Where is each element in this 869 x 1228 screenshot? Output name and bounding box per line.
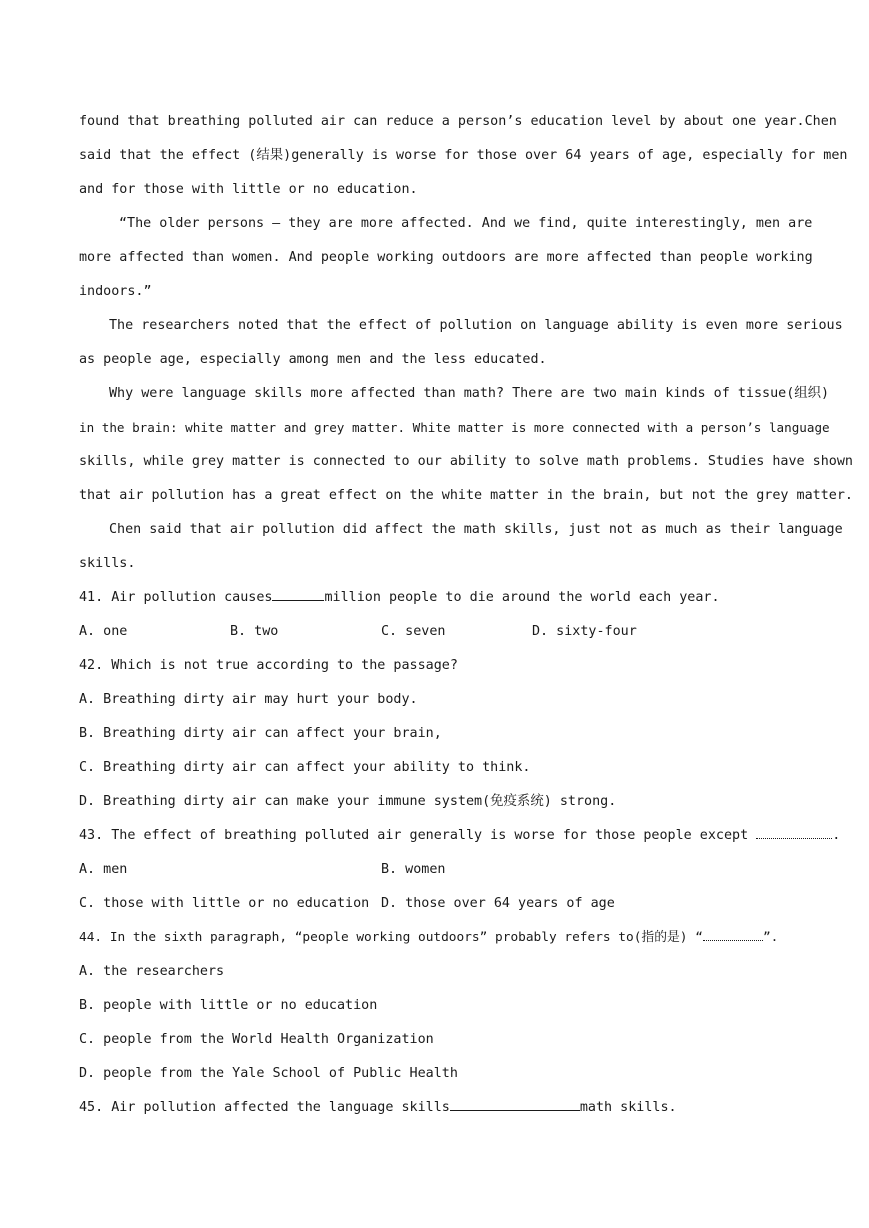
text-line: indoors.”: [79, 284, 152, 299]
paragraph-2: [79, 207, 813, 309]
question-45: [79, 1091, 790, 1125]
question-44: [79, 921, 790, 1091]
text-line: that air pollution has a great effect on the white matter in the brain, but not the grey matter.: [79, 488, 853, 503]
question-41: [79, 581, 790, 649]
question-stem: [79, 921, 790, 955]
option-b[interactable]: B. Breathing dirty air can affect your brain,: [79, 726, 442, 741]
text-line: skills.: [79, 556, 136, 571]
question-42: [79, 649, 790, 819]
question-stem: [79, 1091, 790, 1125]
paragraph-5: [79, 513, 843, 581]
option-c[interactable]: C. Breathing dirty air can affect your ability to think.: [79, 760, 531, 775]
option-b[interactable]: B. two: [230, 624, 279, 639]
passage: [79, 105, 853, 581]
options: [79, 853, 790, 887]
stem-text: 43. The effect of breathing polluted air generally is worse for those people except: [79, 828, 749, 843]
option-a[interactable]: A. men: [79, 862, 128, 877]
stem-text: math skills.: [579, 1100, 677, 1115]
text-line: The researchers noted that the effect of pollution on language ability is even more serious: [109, 318, 843, 333]
answer-blank[interactable]: [272, 586, 324, 601]
option-b[interactable]: B. people with little or no education: [79, 998, 378, 1013]
option-d[interactable]: D. people from the Yale School of Public Health: [79, 1066, 458, 1081]
option-b[interactable]: B. women: [381, 862, 446, 877]
answer-blank[interactable]: [756, 824, 832, 839]
text-line: and for those with little or no education.: [79, 182, 418, 197]
stem-text: 44. In the sixth paragraph, “people working outdoors” probably refers to(指的是) “: [79, 930, 703, 945]
option-c[interactable]: C. seven: [381, 624, 446, 639]
option-d[interactable]: D. sixty-four: [532, 624, 637, 639]
text-line: said that the effect (结果)generally is worse for those over 64 years of age, especially for men: [79, 148, 848, 163]
text-line: more affected than women. And people working outdoors are more affected than people working: [79, 250, 813, 265]
text-line: “The older persons — they are more affected. And we find, quite interestingly, men are: [119, 216, 813, 231]
stem-text: ”.: [762, 930, 779, 945]
question-43: [79, 819, 841, 921]
text-line: Why were language skills more affected than math? There are two main kinds of tissue(组织): [109, 386, 830, 401]
text-line: found that breathing polluted air can reduce a person’s education level by about one year.Chen: [79, 114, 837, 129]
paragraph-3: [79, 309, 843, 377]
stem-text: 41. Air pollution causes: [79, 590, 273, 605]
paragraph-1: [79, 105, 848, 207]
question-stem: 42. Which is not true according to the passage?: [79, 658, 458, 673]
option-c[interactable]: C. those with little or no education: [79, 896, 370, 911]
stem-text: million people to die around the world each year.: [324, 590, 720, 605]
stem-text: 45. Air pollution affected the language skills: [79, 1100, 450, 1115]
option-a[interactable]: A. the researchers: [79, 964, 225, 979]
stem-text: .: [832, 828, 841, 843]
paragraph-4: [79, 377, 853, 513]
option-a[interactable]: A. Breathing dirty air may hurt your body.: [79, 692, 418, 707]
option-d[interactable]: D. Breathing dirty air can make your immune system(免疫系统) strong.: [79, 794, 617, 809]
text-line: in the brain: white matter and grey matter. White matter is more connected with a person’s language: [79, 420, 830, 435]
question-stem: [79, 581, 790, 615]
options: [79, 615, 790, 649]
text-line: Chen said that air pollution did affect the math skills, just not as much as their language: [109, 522, 843, 537]
option-d[interactable]: D. those over 64 years of age: [381, 896, 615, 911]
option-a[interactable]: A. one: [79, 624, 128, 639]
answer-blank[interactable]: [450, 1096, 580, 1111]
text-line: skills, while grey matter is connected to our ability to solve math problems. Studies have shown: [79, 454, 853, 469]
document-page: [79, 105, 853, 1125]
option-c[interactable]: C. people from the World Health Organization: [79, 1032, 434, 1047]
text-line: as people age, especially among men and the less educated.: [79, 352, 547, 367]
answer-blank[interactable]: [703, 926, 763, 941]
question-stem: [79, 819, 841, 853]
options: [79, 887, 790, 921]
